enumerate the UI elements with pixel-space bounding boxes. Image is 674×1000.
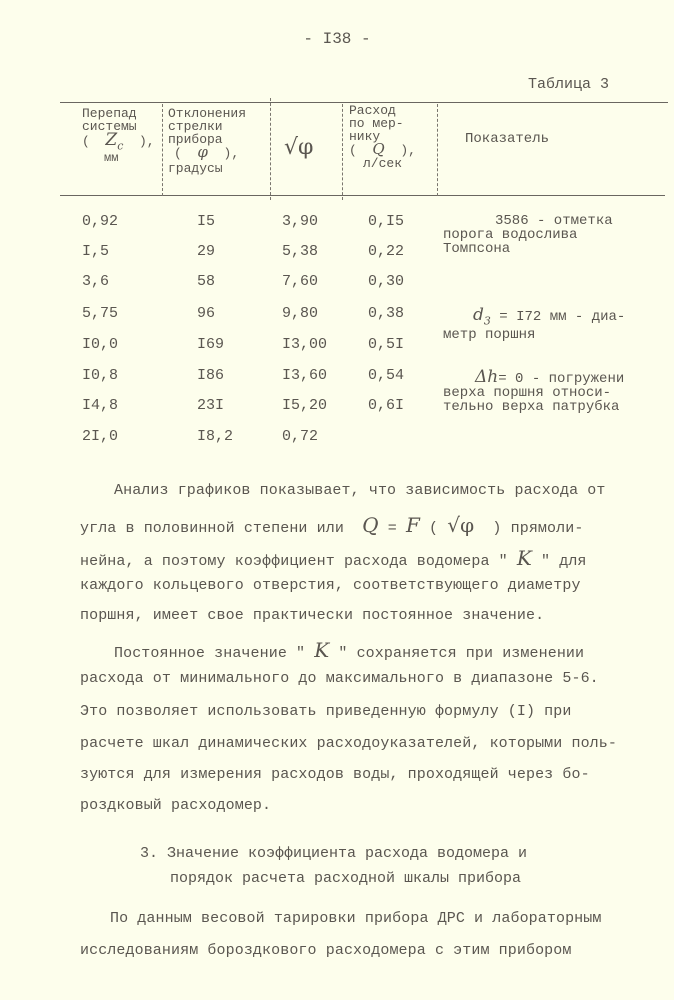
- cell-drop: 0,92: [82, 213, 119, 230]
- q-symbol: Q: [372, 140, 385, 158]
- phi-symbol: φ: [197, 143, 208, 161]
- q-symbol: Q: [362, 513, 379, 537]
- header-line: стрелки: [168, 119, 223, 134]
- header-drop-system: [82, 107, 162, 165]
- cell-deflection: I86: [197, 367, 225, 384]
- sqrt-phi-symbol: √φ: [284, 135, 314, 160]
- note-line: Δh= 0 - погружени: [475, 367, 625, 387]
- header-line: ( φ ),: [174, 143, 240, 161]
- paragraph-line: поршня, имеет свое практически постоянное значение.: [80, 607, 545, 624]
- header-line: прибора: [168, 132, 223, 147]
- cell-flow: 0,I5: [368, 213, 405, 230]
- note-line: тельно верха патрубка: [443, 399, 620, 415]
- cell-flow: 0,54: [368, 367, 405, 384]
- cell-deflection: I8,2: [197, 428, 234, 445]
- cell-flow: 0,38: [368, 305, 405, 322]
- k-symbol: K: [314, 638, 330, 662]
- d3-symbol: $d_3$: [473, 305, 491, 328]
- paragraph-line: Анализ графиков показывает, что зависимость расхода от: [114, 482, 606, 499]
- header-line: л/сек: [363, 156, 403, 171]
- cell-flow: 0,5I: [368, 336, 405, 353]
- header-line: по мер-: [349, 116, 404, 131]
- paragraph-line: расчете шкал динамических расходоуказателей, которыми поль-: [80, 735, 617, 752]
- f-symbol: F: [405, 513, 420, 537]
- paragraph-line: исследованиям бороздкового расходомера с этим прибором: [80, 942, 572, 959]
- cell-deflection: 29: [197, 243, 216, 260]
- note-piston-immersion: [443, 367, 625, 415]
- paragraph-line: расхода от минимального до максимального в диапазоне 5-6.: [80, 670, 599, 687]
- cell-deflection: 23I: [197, 397, 225, 414]
- page-number: - I38 -: [303, 30, 371, 48]
- note-line: Томпсона: [443, 241, 511, 257]
- column-divider: [437, 104, 438, 196]
- paragraph-line: Постоянное значение " K " сохраняется при изменении: [114, 638, 585, 662]
- note-line: порога водослива: [443, 227, 578, 243]
- cell-drop: 5,75: [82, 305, 119, 322]
- cell-flow: 0,6I: [368, 397, 405, 414]
- cell-sqrt: 5,38: [282, 243, 319, 260]
- header-line: Показатель: [465, 131, 550, 147]
- paragraph-line: роздковый расходомер.: [80, 797, 272, 814]
- paragraph-line: каждого кольцевого отверстия, соответствующего диаметру: [80, 577, 581, 594]
- zc-symbol: $Z_c$: [105, 130, 124, 153]
- header-sqrt-phi: [284, 135, 314, 160]
- cell-sqrt: I3,00: [282, 336, 328, 353]
- sqrt-phi-symbol: √φ: [447, 513, 475, 537]
- note-weir-elevation: [443, 214, 613, 256]
- paragraph-line: нейна, а поэтому коэффициент расхода водомера " K " для: [80, 546, 587, 570]
- cell-deflection: 58: [197, 273, 216, 290]
- header-indicator: [465, 133, 549, 146]
- column-divider: [162, 104, 163, 196]
- cell-sqrt: 3,90: [282, 213, 319, 230]
- note-piston-diameter: [443, 305, 626, 344]
- header-line: мм: [104, 151, 119, 166]
- header-line: Расход: [349, 103, 396, 118]
- header-line: нику: [349, 129, 381, 144]
- header-line: ( Q ),: [349, 140, 416, 158]
- cell-sqrt: I5,20: [282, 397, 328, 414]
- column-divider: [270, 98, 271, 200]
- paragraph-line: По данным весовой тарировки прибора ДРС и лабораторным: [110, 910, 602, 927]
- cell-drop: I0,0: [82, 336, 119, 353]
- header-line: Отклонения: [168, 106, 247, 121]
- cell-flow: 0,22: [368, 243, 405, 260]
- cell-deflection: I69: [197, 336, 225, 353]
- table-header-bottom-rule: [60, 195, 665, 196]
- header-flow-rate: [349, 104, 416, 170]
- delta-h-symbol: Δh: [475, 367, 499, 387]
- header-needle-deflection: [168, 107, 246, 175]
- header-line: Перепад: [82, 106, 137, 121]
- cell-deflection: I5: [197, 213, 216, 230]
- cell-drop: I,5: [82, 243, 110, 260]
- cell-sqrt: 0,72: [282, 428, 319, 445]
- cell-drop: I0,8: [82, 367, 119, 384]
- heading-line: 3. Значение коэффициента расхода водомера и: [140, 845, 528, 862]
- cell-drop: I4,8: [82, 397, 119, 414]
- paragraph-line: угла в половинной степени или Q = F ( √φ ) прямоли-: [80, 513, 584, 537]
- column-divider: [342, 104, 343, 200]
- heading-line: порядок расчета расходной шкалы прибора: [170, 870, 522, 887]
- cell-sqrt: 9,80: [282, 305, 319, 322]
- header-line: ( $Z_c$ ),: [82, 130, 155, 153]
- cell-sqrt: I3,60: [282, 367, 328, 384]
- note-line: 3586 - отметка: [495, 213, 613, 229]
- header-line: системы: [82, 119, 137, 134]
- note-line: метр поршня: [443, 327, 536, 344]
- k-symbol: K: [516, 546, 532, 570]
- paragraph-line: зуются для измерения расходов воды, проходящей через бо-: [80, 766, 590, 783]
- cell-drop: 2I,0: [82, 428, 119, 445]
- note-line: $d_3 = I72$ мм - диа-: [473, 305, 626, 328]
- cell-deflection: 96: [197, 305, 216, 322]
- table-caption: Таблица 3: [528, 76, 610, 93]
- cell-sqrt: 7,60: [282, 273, 319, 290]
- cell-drop: 3,6: [82, 273, 110, 290]
- header-line: градусы: [168, 161, 223, 176]
- cell-flow: 0,30: [368, 273, 405, 290]
- paragraph-line: Это позволяет использовать приведенную формулу (I) при: [80, 703, 572, 720]
- note-line: верха поршня относи-: [443, 385, 612, 401]
